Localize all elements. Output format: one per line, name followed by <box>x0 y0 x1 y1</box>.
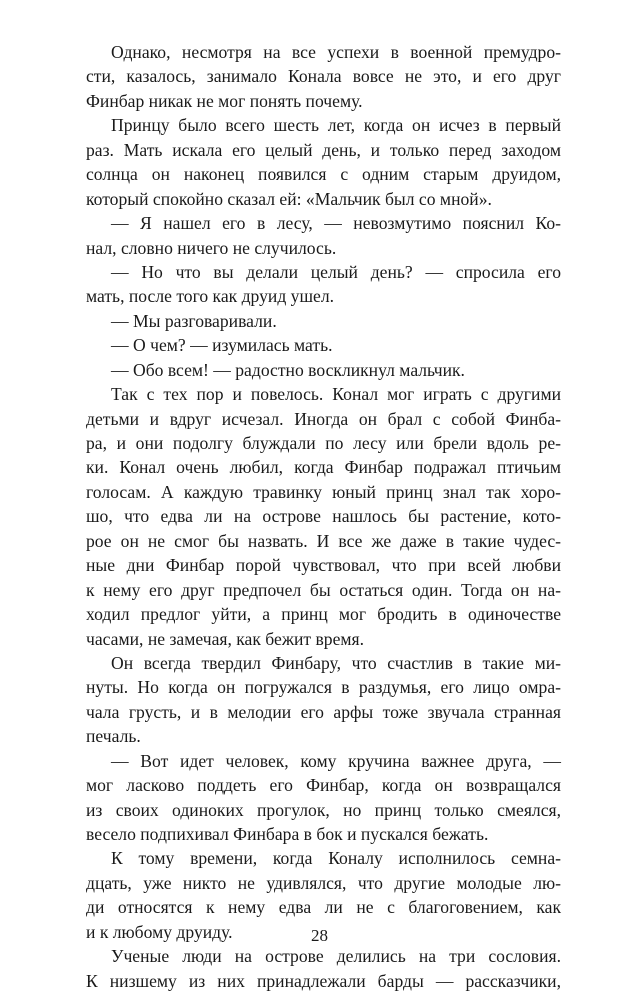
text-line: печаль. <box>86 726 141 747</box>
text-line: раз. Мать искала его целый день, и только перед заходом <box>86 139 561 160</box>
text-line: Принцу было всего шесть лет, когда он исчез в первый <box>111 115 561 136</box>
text-line: — Обо всем! — радостно воскликнул мальчик. <box>111 359 465 380</box>
text-line: который спокойно сказал ей: «Мальчик был со мной». <box>86 188 492 209</box>
text-line: Так с тех пор и повелось. Конал мог играть с другими <box>111 384 561 405</box>
text-line: шо, что едва ли на острове нашлось бы растение, кото- <box>86 506 561 527</box>
text-line: Ученые люди на острове делились на три сословия. <box>111 946 561 967</box>
text-line: нал, словно ничего не случилось. <box>86 237 337 258</box>
text-line: из своих одиноких прогулок, но принц только смеялся, <box>86 799 561 820</box>
text-line: ные дни Финбар порой чувствовал, что при всей любви <box>86 555 561 576</box>
text-line: мать, после того как друид ушел. <box>86 286 334 307</box>
text-line: детьми и вдруг исчезал. Иногда он брал с собой Финба- <box>86 408 561 429</box>
text-line: и к любому друиду. <box>86 921 233 942</box>
text-line: весело подпихивал Финбара в бок и пускался бежать. <box>86 824 489 844</box>
text-line: часами, не замечая, как бежит время. <box>86 628 365 649</box>
text-line: — Мы разговаривали. <box>111 310 277 331</box>
text-line: Он всегда твердил Финбару, что счастлив в такие ми- <box>111 652 561 673</box>
text-line: сти, казалось, занимало Конала вовсе не это, и его друг <box>86 66 561 87</box>
text-line: ходил предлог уйти, а принц мог бродить в одиночестве <box>86 604 561 625</box>
page-body-text <box>86 40 561 993</box>
text-line: мог ласково поддеть его Финбар, когда он возвращался <box>86 775 561 796</box>
text-line: ра, и они подолгу блуждали по лесу или брели вдоль ре- <box>86 433 561 453</box>
text-line: — Я нашел его в лесу, — невозмутимо пояснил Ко- <box>111 213 561 234</box>
text-line: К низшему из них принадлежали барды — рассказчики, <box>86 970 561 991</box>
text-line: к нему его друг предпочел бы остаться один. Тогда он на- <box>86 579 561 600</box>
text-line: — Но что вы делали целый день? — спросила его <box>111 261 561 282</box>
text-line: Однако, несмотря на все успехи в военной премудро- <box>111 42 561 62</box>
text-line: Финбар никак не мог понять почему. <box>86 90 363 111</box>
text-line: — Вот идет человек, кому кручина важнее друга, — <box>111 750 561 771</box>
text-line: нуты. Но когда он погружался в раздумья, его лицо омра- <box>86 677 561 698</box>
page-number: 28 <box>311 926 328 945</box>
text-line: голосам. А каждую травинку юный принц знал так хоро- <box>86 481 561 502</box>
text-line: солнца он наконец появился с одним старым друидом, <box>86 164 561 185</box>
text-line: ки. Конал очень любил, когда Финбар подражал птичьим <box>86 457 561 478</box>
text-line: — О чем? — изумилась мать. <box>111 335 333 356</box>
text-line: чала грусть, и в мелодии его арфы тоже звучала странная <box>86 701 561 722</box>
text-line: ди относятся к нему едва ли не с благоговением, как <box>86 897 561 918</box>
text-line: дцать, уже никто не удивлялся, что другие молодые лю- <box>86 872 561 893</box>
text-line: К тому времени, когда Коналу исполнилось семна- <box>111 848 561 869</box>
text-line: рое он не смог бы назвать. И все же даже в такие чудес- <box>86 530 561 551</box>
